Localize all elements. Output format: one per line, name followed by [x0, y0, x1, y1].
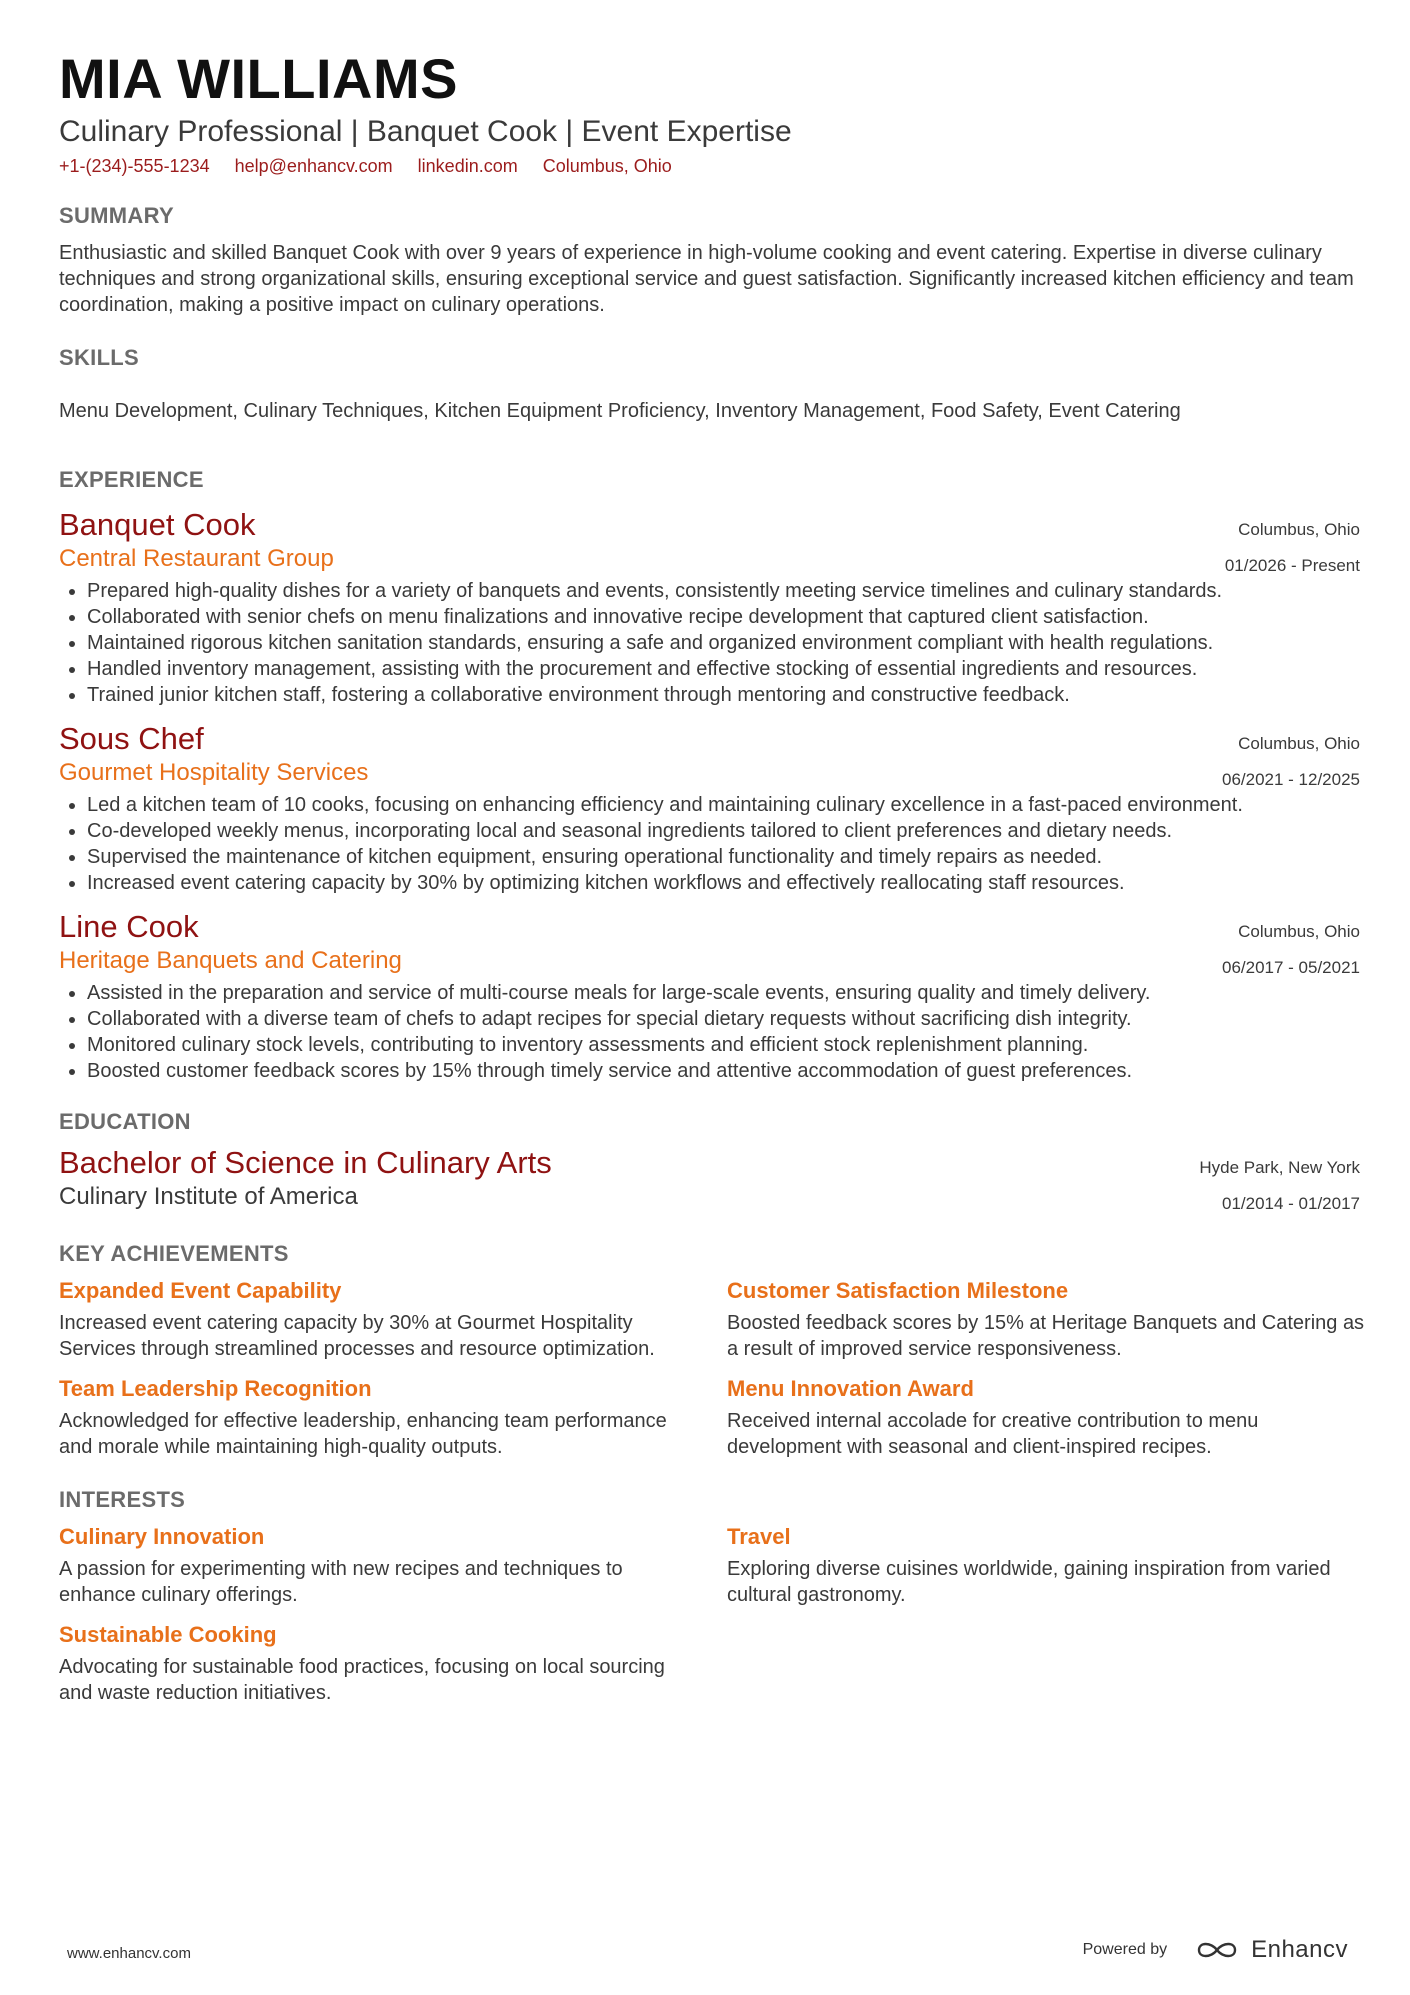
powered-by-label: Powered by [1082, 1941, 1168, 1958]
location-text: Columbus, Ohio [542, 156, 672, 176]
job-meta [1222, 914, 1360, 986]
achievement-text: Boosted feedback scores by 15% at Heritage Banquets and Catering as a result of improved service responsiveness. [727, 1312, 1365, 1360]
achievement-title: Menu Innovation Award [727, 1376, 974, 1401]
enhancv-logo-icon [1195, 1938, 1241, 1962]
job-company: Heritage Banquets and Catering [59, 947, 402, 974]
footer-website[interactable]: www.enhancv.com [67, 1945, 191, 1962]
section-heading: SUMMARY [59, 203, 174, 228]
bullet-item: • Monitored culinary stock levels, contributing to inventory assessments and efficient stock replenishment planning. [87, 1032, 1360, 1058]
degree-title: Bachelor of Science in Culinary Arts [59, 1145, 552, 1180]
job-location: Columbus, Ohio [1238, 520, 1360, 539]
summary-section [59, 202, 1360, 318]
interest-card [59, 1522, 671, 1608]
achievement-title: Expanded Event Capability [59, 1278, 342, 1303]
achievement-text: Acknowledged for effective leadership, enhancing team performance and morale while maintaining high-quality outputs. [59, 1410, 667, 1458]
job-meta [1222, 726, 1360, 798]
interests-section [59, 1486, 1360, 1718]
footer-branding [1083, 1936, 1348, 1964]
achievements-grid [59, 1276, 1365, 1472]
bullet-item: • Supervised the maintenance of kitchen equipment, ensuring operational functionality and timely repairs as needed. [87, 844, 1360, 870]
skills-text: Menu Development, Culinary Techniques, Kitchen Equipment Proficiency, Inventory Management, Food Safety, Event Catering [59, 400, 1181, 422]
achievements-section [59, 1240, 1365, 1472]
bullet-item: • Collaborated with senior chefs on menu finalizations and innovative recipe development that captured client satisfaction. [87, 604, 1360, 630]
candidate-title: Culinary Professional | Banquet Cook | Event Expertise [59, 115, 792, 148]
job-location: Columbus, Ohio [1238, 922, 1360, 941]
section-heading: EXPERIENCE [59, 467, 204, 492]
job-entry [59, 720, 1360, 896]
job-role: Banquet Cook [59, 507, 256, 542]
achievement-card [59, 1276, 671, 1362]
interest-title: Sustainable Cooking [59, 1622, 277, 1647]
enhancv-logo[interactable] [1195, 1936, 1348, 1964]
job-role: Line Cook [59, 909, 199, 944]
skills-section [59, 344, 1360, 424]
achievement-card [727, 1276, 1367, 1362]
job-bullets [59, 578, 1360, 708]
achievement-card [727, 1374, 1367, 1460]
contact-line [59, 154, 1360, 178]
bullet-item: • Trained junior kitchen staff, fostering a collaborative environment through mentoring and constructive feedback. [87, 682, 1360, 708]
education-meta [1199, 1150, 1360, 1222]
section-heading: SKILLS [59, 345, 140, 370]
job-meta [1225, 512, 1360, 584]
job-dates: 01/2026 - Present [1224, 556, 1360, 575]
job-dates: 06/2021 - 12/2025 [1221, 770, 1360, 789]
job-bullets [59, 980, 1360, 1084]
job-company: Central Restaurant Group [59, 545, 334, 572]
job-dates: 06/2017 - 05/2021 [1221, 958, 1360, 977]
job-location: Columbus, Ohio [1238, 734, 1360, 753]
bullet-item: • Assisted in the preparation and service of multi-course meals for large-scale events, ensuring quality and timely delivery. [87, 980, 1360, 1006]
interest-title: Culinary Innovation [59, 1524, 265, 1549]
bullet-item: • Collaborated with a diverse team of chefs to adapt recipes for special dietary requests without sacrificing dish integrity. [87, 1006, 1360, 1032]
candidate-name: MIA WILLIAMS [59, 47, 458, 110]
achievement-card [59, 1374, 671, 1460]
summary-text: Enthusiastic and skilled Banquet Cook with over 9 years of experience in high-volume cooking and event catering. Expertise in diverse culinary techniques and strong organizational skills, ensuring exceptional service and guest satisfaction. Significantly increased kitchen efficiency and team coordination, making a positive impact on culinary operations. [59, 242, 1354, 316]
bullet-item: • Led a kitchen team of 10 cooks, focusing on enhancing efficiency and maintaining culinary excellence in a fast-paced environment. [87, 792, 1360, 818]
bullet-item: • Increased event catering capacity by 30% by optimizing kitchen workflows and effectively reallocating staff resources. [87, 870, 1360, 896]
interest-text: A passion for experimenting with new recipes and techniques to enhance culinary offerings. [59, 1558, 623, 1606]
education-location: Hyde Park, New York [1199, 1158, 1360, 1177]
education-section [59, 1108, 1360, 1212]
job-entry [59, 908, 1360, 1084]
section-heading: KEY ACHIEVEMENTS [59, 1241, 289, 1266]
bullet-item: • Prepared high-quality dishes for a variety of banquets and events, consistently meeting service timelines and culinary standards. [87, 578, 1360, 604]
resume-content [59, 46, 1365, 1718]
interests-grid [59, 1522, 1360, 1718]
interest-text: Exploring diverse cuisines worldwide, gaining inspiration from varied cultural gastronomy. [727, 1558, 1331, 1606]
bullet-item: • Handled inventory management, assisting with the procurement and effective stocking of essential ingredients and resources. [87, 656, 1360, 682]
interest-card [59, 1620, 671, 1706]
linkedin-link[interactable]: linkedin.com [417, 156, 518, 176]
job-entry [59, 506, 1360, 708]
job-company: Gourmet Hospitality Services [59, 759, 369, 786]
school-name: Culinary Institute of America [59, 1183, 358, 1210]
bullet-item: • Maintained rigorous kitchen sanitation standards, ensuring a safe and organized environment compliant with health regulations. [87, 630, 1360, 656]
job-role: Sous Chef [59, 721, 204, 756]
education-dates: 01/2014 - 01/2017 [1221, 1194, 1360, 1213]
section-heading: EDUCATION [59, 1109, 191, 1134]
bullet-item: • Boosted customer feedback scores by 15% through timely service and attentive accommodation of guest preferences. [87, 1058, 1360, 1084]
section-heading: INTERESTS [59, 1487, 186, 1512]
interest-card [727, 1522, 1367, 1608]
interest-title: Travel [727, 1524, 791, 1549]
interest-text: Advocating for sustainable food practices, focusing on local sourcing and waste reduction initiatives. [59, 1656, 665, 1704]
experience-section [59, 466, 1360, 1084]
email-link[interactable]: help@enhancv.com [234, 156, 393, 176]
job-bullets [59, 792, 1360, 896]
phone-link[interactable]: +1-(234)-555-1234 [59, 156, 210, 176]
brand-name: Enhancv [1251, 1936, 1348, 1963]
bullet-item: • Co-developed weekly menus, incorporating local and seasonal ingredients tailored to client preferences and dietary needs. [87, 818, 1360, 844]
achievement-title: Team Leadership Recognition [59, 1376, 372, 1401]
achievement-title: Customer Satisfaction Milestone [727, 1278, 1069, 1303]
education-entry [59, 1144, 1360, 1212]
achievement-text: Received internal accolade for creative contribution to menu development with seasonal and client-inspired recipes. [727, 1410, 1259, 1458]
achievement-text: Increased event catering capacity by 30% at Gourmet Hospitality Services through streamlined processes and resource optimization. [59, 1312, 655, 1360]
